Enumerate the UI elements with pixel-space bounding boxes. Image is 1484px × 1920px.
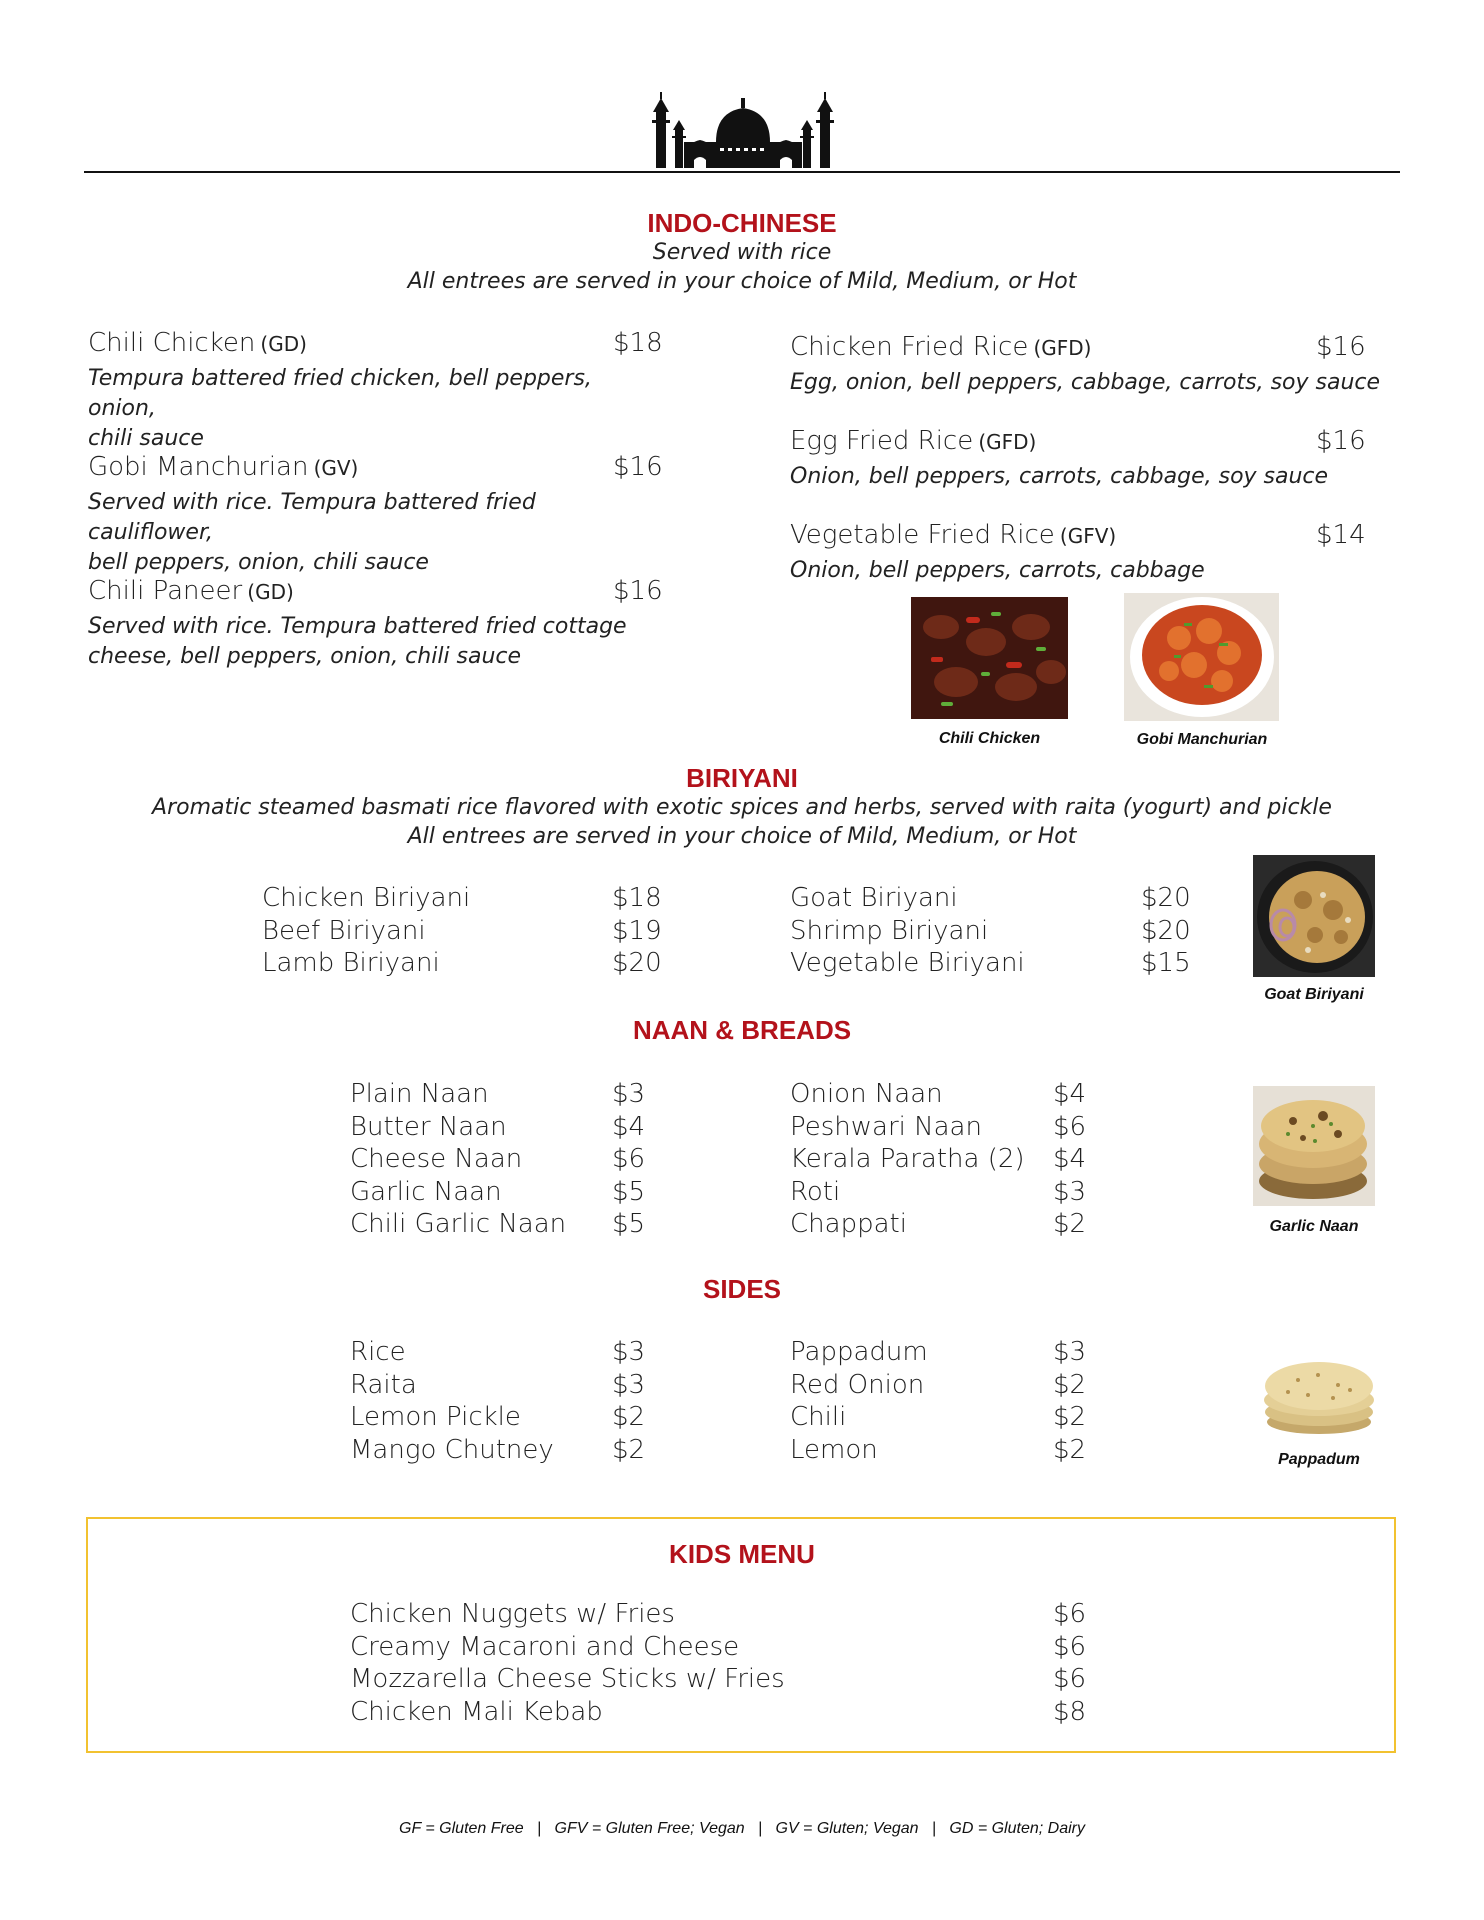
item-name: Chili Paneer [88,576,243,606]
item-price: $8 [1053,1696,1087,1727]
item-price: $4 [1053,1079,1087,1109]
item-name: Chili [790,1402,847,1432]
item-code: (GD) [247,580,294,604]
menu-item-vegetable-fried-rice [790,520,1410,586]
item-description: Onion, bell peppers, carrots, cabbage, soy sauce [790,464,1329,489]
pappadum-photo [1258,1340,1380,1446]
list-item [790,882,1190,915]
item-price: $4 [1053,1144,1087,1174]
header-divider [84,171,1400,173]
list-item [350,1401,670,1434]
photo-caption-goat-biriyani: Goat Biriyani [1264,986,1364,1003]
sides-left-list [350,1336,670,1466]
item-price: $6 [1053,1664,1087,1694]
dietary-legend-footer: GF = Gluten Free | GFV = Gluten Free; Vegan | GV = Gluten; Vegan | GD = Gluten; Dairy [399,1820,1085,1837]
item-description: bell peppers, onion, chili sauce [88,550,429,575]
list-item [790,915,1190,948]
list-item [790,1434,1110,1467]
list-item [790,1369,1110,1402]
list-item [350,1176,670,1209]
naan-left-list [350,1078,670,1241]
chili-chicken-photo [911,597,1068,719]
item-name: Egg Fried Rice [790,426,974,456]
item-name: Onion Naan [790,1079,943,1109]
item-name: Chappati [790,1209,907,1239]
item-price: $20 [1141,915,1191,946]
item-name: Vegetable Biriyani [790,948,1025,978]
indo-chinese-subtitle-1: Served with rice [652,240,832,265]
section-title-naan-breads: NAAN & BREADS [632,1015,852,1045]
list-item [790,1078,1110,1111]
list-item [350,1078,670,1111]
item-description: Served with rice. Tempura battered fried cauliflower, [88,490,536,545]
item-price: $16 [1316,332,1366,362]
item-price: $3 [1053,1176,1087,1207]
item-price: $16 [613,452,663,482]
item-name: Creamy Macaroni and Cheese [350,1631,740,1662]
item-price: $2 [612,1402,646,1432]
list-item [350,1111,670,1144]
menu-item-chili-paneer [88,576,663,672]
item-price: $6 [612,1144,646,1174]
section-title-kids-menu: KIDS MENU [669,1539,815,1569]
item-name: Beef Biriyani [262,915,426,946]
item-price: $18 [613,328,663,358]
item-price: $6 [1053,1631,1087,1662]
item-price: $3 [612,1337,646,1367]
item-price: $2 [612,1434,646,1465]
kids-menu-list [350,1598,1110,1728]
item-price: $2 [1053,1209,1087,1239]
item-name: Chicken Biriyani [262,883,471,913]
item-name: Roti [790,1176,841,1207]
item-name: Raita [350,1369,417,1400]
item-code: (GFV) [1059,524,1117,548]
item-description: Tempura battered fried chicken, bell peppers, onion, [88,366,592,421]
item-name: Goat Biriyani [790,883,958,913]
list-item [790,947,1190,980]
item-description: Served with rice. Tempura battered fried cottage [88,614,627,639]
item-price: $5 [612,1209,646,1239]
biriyani-left-list [262,882,662,980]
list-item [262,947,662,980]
item-price: $3 [1053,1337,1087,1367]
naan-right-list [790,1078,1110,1241]
item-price: $3 [612,1369,646,1400]
item-name: Butter Naan [350,1111,507,1142]
item-name: Lemon [790,1434,878,1465]
item-name: Lemon Pickle [350,1402,521,1432]
list-item [790,1401,1110,1434]
item-price: $14 [1316,520,1366,550]
item-name: Peshwari Naan [790,1111,982,1142]
item-description: Egg, onion, bell peppers, cabbage, carrots, soy sauce [790,370,1381,395]
biriyani-right-list [790,882,1190,980]
item-price: $16 [1316,426,1366,456]
item-price: $16 [613,576,663,606]
list-item [790,1143,1110,1176]
list-item [790,1176,1110,1209]
list-item [350,1369,670,1402]
menu-item-chicken-fried-rice [790,332,1410,398]
item-price: $20 [612,948,662,978]
item-name: Kerala Paratha (2) [790,1144,1025,1174]
item-price: $3 [612,1079,646,1109]
item-name: Mango Chutney [350,1434,554,1465]
item-price: $6 [1053,1599,1087,1629]
biriyani-subtitle-2: All entrees are served in your choice of Mild, Medium, or Hot [407,824,1077,849]
biriyani-subtitle-1: Aromatic steamed basmati rice flavored with exotic spices and herbs, served with raita (yogurt) and pickle [152,795,1332,820]
section-title-biriyani: BIRIYANI [686,763,798,793]
item-name: Chicken Fried Rice [790,332,1029,362]
item-code: (GFD) [1033,336,1092,360]
item-name: Plain Naan [350,1079,489,1109]
item-price: $4 [612,1111,646,1142]
item-name: Rice [350,1337,406,1367]
item-code: (GD) [260,332,307,356]
item-price: $20 [1141,883,1191,913]
item-price: $2 [1053,1434,1087,1465]
item-name: Gobi Manchurian [88,452,309,482]
item-name: Cheese Naan [350,1144,523,1174]
item-code: (GV) [313,456,359,480]
menu-item-chili-chicken [88,328,663,454]
list-item [790,1111,1110,1144]
item-price: $19 [612,915,662,946]
photo-caption-pappadum: Pappadum [1278,1451,1360,1468]
list-item [262,915,662,948]
item-price: $6 [1053,1111,1087,1142]
item-description: chili sauce [88,426,204,451]
mosque-logo-icon [648,90,838,170]
section-title-indo-chinese: INDO-CHINESE [647,208,837,238]
item-price: $2 [1053,1369,1087,1400]
list-item [350,1208,670,1241]
sides-right-list [790,1336,1110,1466]
list-item [790,1208,1110,1241]
section-title-sides: SIDES [702,1274,782,1304]
item-name: Mozzarella Cheese Sticks w/ Fries [350,1664,785,1694]
photo-caption-chili-chicken: Chili Chicken [938,730,1041,747]
list-item [350,1434,670,1467]
item-name: Lamb Biriyani [262,948,440,978]
list-item [350,1598,1110,1631]
garlic-naan-photo [1253,1086,1375,1206]
item-name: Chicken Mali Kebab [350,1696,603,1727]
item-price: $15 [1141,948,1191,978]
item-name: Chili Chicken [88,328,256,358]
photo-caption-gobi-manchurian: Gobi Manchurian [1136,731,1268,748]
indo-chinese-subtitle-2: All entrees are served in your choice of Mild, Medium, or Hot [407,269,1077,294]
item-name: Garlic Naan [350,1176,502,1207]
list-item [350,1696,1110,1729]
item-code: (GFD) [978,430,1037,454]
list-item [790,1336,1110,1369]
item-price: $2 [1053,1402,1087,1432]
item-name: Chili Garlic Naan [350,1209,567,1239]
list-item [262,882,662,915]
list-item [350,1336,670,1369]
menu-item-egg-fried-rice [790,426,1410,492]
item-name: Red Onion [790,1369,925,1400]
item-name: Chicken Nuggets w/ Fries [350,1599,675,1629]
list-item [350,1143,670,1176]
menu-item-gobi-manchurian [88,452,663,578]
item-name: Shrimp Biriyani [790,915,989,946]
item-description: Onion, bell peppers, carrots, cabbage [790,558,1205,583]
gobi-manchurian-photo [1124,593,1279,721]
photo-caption-garlic-naan: Garlic Naan [1269,1218,1359,1235]
goat-biriyani-photo [1253,855,1375,977]
item-description: cheese, bell peppers, onion, chili sauce [88,644,522,669]
list-item [350,1631,1110,1664]
list-item [350,1663,1110,1696]
item-price: $5 [612,1176,646,1207]
item-price: $18 [612,883,662,913]
item-name: Vegetable Fried Rice [790,520,1055,550]
item-name: Pappadum [790,1337,928,1367]
